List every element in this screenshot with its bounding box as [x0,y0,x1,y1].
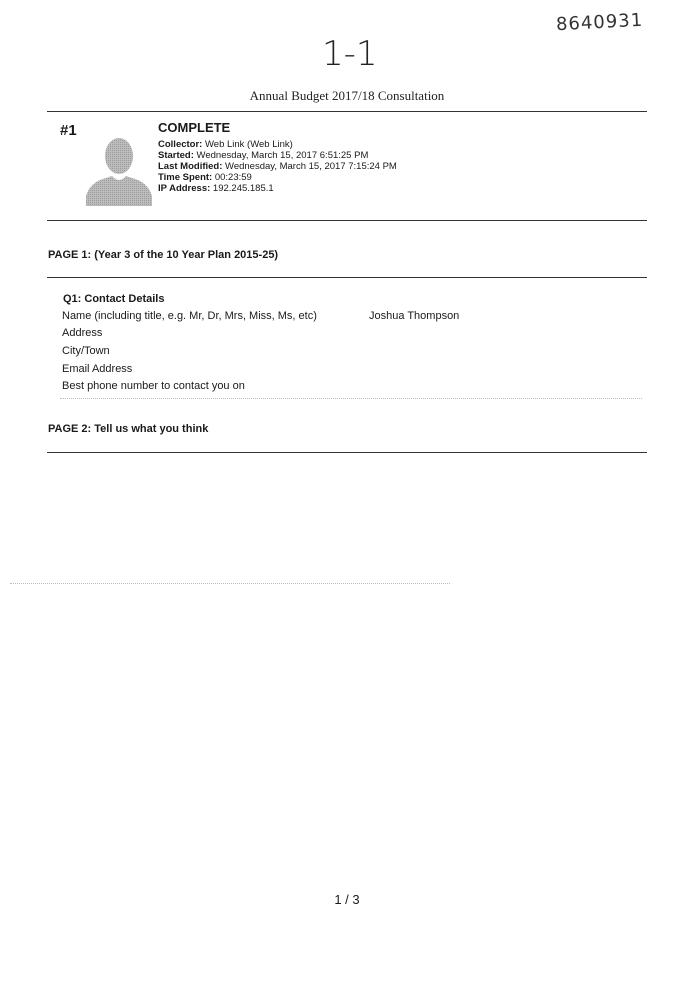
avatar-placeholder-icon [86,134,152,206]
divider [47,111,647,112]
meta-time-spent [158,172,397,183]
meta-label: Started: [158,150,194,161]
question-title: Q1: Contact Details [63,293,165,305]
field-label-city: City/Town [62,345,110,357]
meta-value: Wednesday, March 15, 2017 6:51:25 PM [196,150,369,161]
divider [47,452,647,453]
meta-label: IP Address: [158,183,211,194]
field-label-email: Email Address [62,363,133,375]
response-number: #1 [60,122,77,139]
page1-heading: PAGE 1: (Year 3 of the 10 Year Plan 2015-25) [48,249,279,261]
divider [47,220,647,221]
meta-collector [158,139,397,150]
meta-value: Wednesday, March 15, 2017 7:15:24 PM [225,161,397,172]
response-status: COMPLETE [158,120,231,135]
meta-ip-address [158,183,397,194]
handwritten-mark: 1-1 [322,34,378,74]
meta-value: 192.245.185.1 [212,183,274,194]
meta-started [158,150,397,161]
scan-artifact [60,398,642,399]
field-label-phone: Best phone number to contact you on [62,380,245,392]
meta-label: Last Modified: [158,161,223,172]
meta-value: 00:23:59 [214,172,252,183]
field-label-name: Name (including title, e.g. Mr, Dr, Mrs, Miss, Ms, etc) [62,310,317,322]
page-number: 1 / 3 [334,892,360,907]
handwritten-document-id: 8640931 [555,9,644,36]
meta-label: Collector: [158,139,203,150]
field-value-name: Joshua Thompson [369,310,460,322]
meta-label: Time Spent: [158,172,213,183]
document-title: Annual Budget 2017/18 Consultation [249,88,445,103]
scan-artifact [10,583,450,584]
meta-value: Web Link (Web Link) [204,139,293,150]
page2-heading: PAGE 2: Tell us what you think [48,423,209,435]
divider [47,277,647,278]
meta-last-modified [158,161,397,172]
field-label-address: Address [62,327,103,339]
response-metadata [158,139,397,194]
